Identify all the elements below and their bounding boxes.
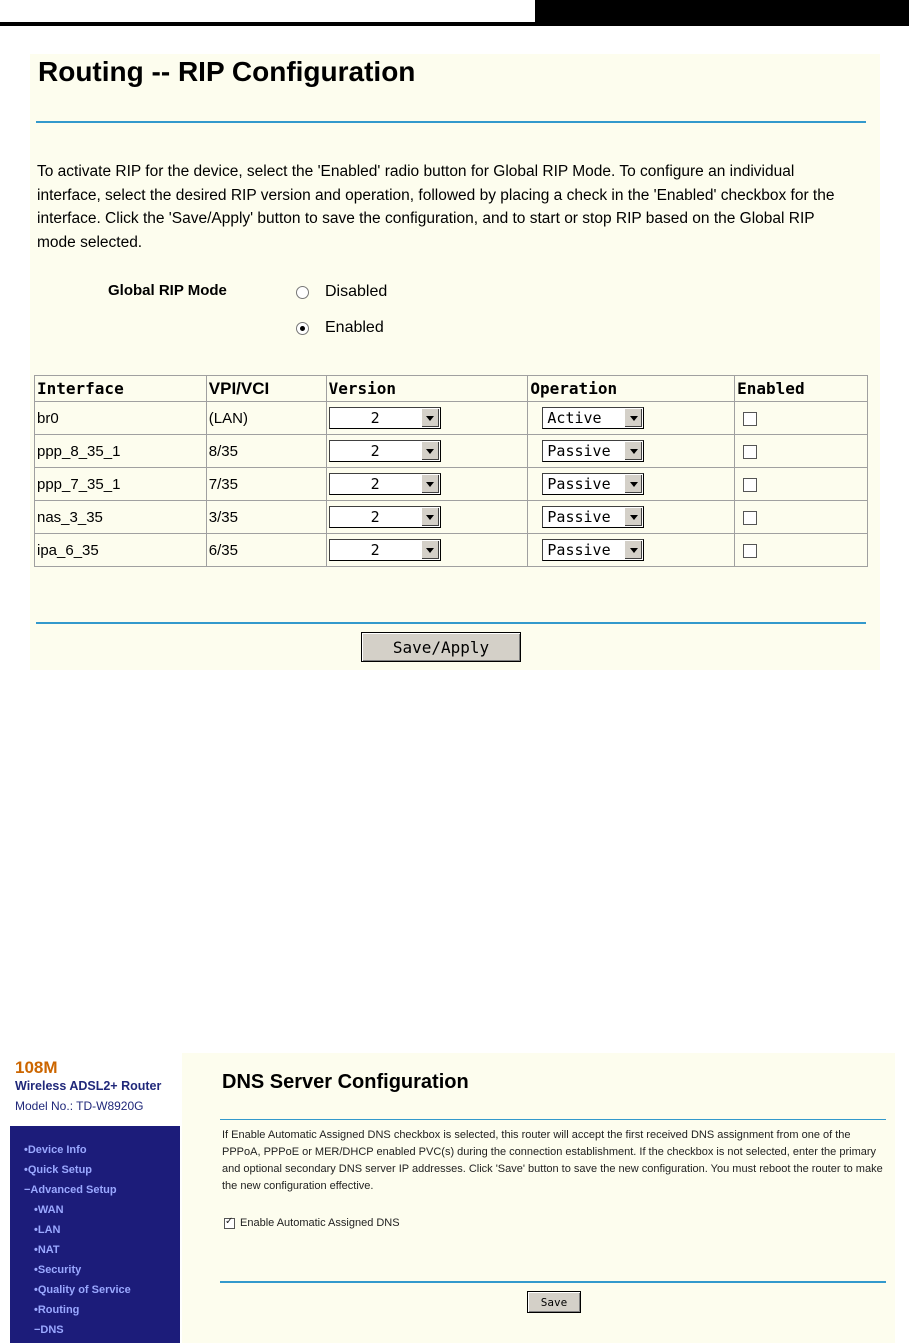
radio-disabled-label: Disabled bbox=[325, 283, 388, 300]
vpi-vci-cell: 7/35 bbox=[206, 468, 326, 501]
table-row bbox=[35, 501, 868, 534]
interface-cell: ppp_7_35_1 bbox=[35, 468, 207, 501]
enabled-checkbox[interactable] bbox=[743, 511, 757, 525]
vpi-vci-cell: 8/35 bbox=[206, 435, 326, 468]
chevron-down-icon[interactable] bbox=[624, 475, 642, 493]
operation-cell bbox=[528, 435, 735, 468]
operation-select[interactable] bbox=[542, 473, 644, 495]
dns-title-divider bbox=[220, 1119, 886, 1120]
version-value: 2 bbox=[370, 409, 380, 427]
chevron-down-icon[interactable] bbox=[421, 442, 439, 460]
version-select[interactable] bbox=[329, 440, 441, 462]
radio-enabled-label: Enabled bbox=[325, 319, 384, 336]
table-header-row bbox=[35, 376, 868, 402]
enabled-cell bbox=[735, 501, 868, 534]
version-cell bbox=[326, 501, 528, 534]
sidebar-item-wan[interactable]: •WAN bbox=[34, 1204, 64, 1216]
dns-main-panel bbox=[182, 1053, 895, 1343]
operation-value: Passive bbox=[547, 541, 611, 559]
dns-bottom-divider bbox=[220, 1281, 886, 1283]
dns-page-title: DNS Server Configuration bbox=[222, 1071, 469, 1093]
sidebar-item-quick-setup[interactable]: •Quick Setup bbox=[24, 1164, 93, 1176]
version-select[interactable] bbox=[329, 473, 441, 495]
sidebar-item-nat[interactable]: •NAT bbox=[34, 1244, 60, 1256]
dns-description: If Enable Automatic Assigned DNS checkbox is selected, this router will accept the first received DNS assignment from one of the PPPoA, PPPoE or MER/DHCP enabled PVC(s) during the connection establishment. If the checkbox is not selected, enter the primary and optional secondary DNS server IP addresses. Click 'Save' button to save the new configuration. You must reboot the router to make the new configuration effective. bbox=[222, 1129, 883, 1192]
operation-cell bbox=[528, 534, 735, 567]
operation-select[interactable] bbox=[542, 539, 644, 561]
version-select[interactable] bbox=[329, 506, 441, 528]
sidebar-item-advanced-setup[interactable]: −Advanced Setup bbox=[24, 1184, 117, 1196]
brand-speed: 108M bbox=[15, 1058, 58, 1077]
col-version: Version bbox=[326, 376, 528, 402]
bottom-divider bbox=[36, 622, 866, 624]
chevron-down-icon[interactable] bbox=[421, 508, 439, 526]
enabled-cell bbox=[735, 402, 868, 435]
operation-cell bbox=[528, 501, 735, 534]
save-apply-button[interactable]: Save/Apply bbox=[361, 632, 521, 662]
header-black-box bbox=[535, 0, 909, 22]
interface-cell: ipa_6_35 bbox=[35, 534, 207, 567]
auto-dns-checkbox[interactable] bbox=[224, 1218, 235, 1229]
enabled-checkbox[interactable] bbox=[743, 412, 757, 426]
radio-enabled-row[interactable] bbox=[296, 319, 384, 337]
auto-dns-label: Enable Automatic Assigned DNS bbox=[240, 1217, 400, 1229]
radio-enabled[interactable] bbox=[296, 322, 309, 335]
sidebar-item-quality-of-service[interactable]: •Quality of Service bbox=[34, 1284, 131, 1296]
chevron-down-icon[interactable] bbox=[624, 442, 642, 460]
interface-cell: nas_3_35 bbox=[35, 501, 207, 534]
sidebar-item-device-info[interactable]: •Device Info bbox=[24, 1144, 87, 1156]
col-enabled: Enabled bbox=[735, 376, 868, 402]
operation-select[interactable] bbox=[542, 407, 644, 429]
chevron-down-icon[interactable] bbox=[421, 409, 439, 427]
version-cell bbox=[326, 534, 528, 567]
header-rule bbox=[0, 22, 909, 26]
version-value: 2 bbox=[370, 541, 380, 559]
interface-cell: br0 bbox=[35, 402, 207, 435]
sidebar bbox=[10, 1053, 183, 1343]
operation-select[interactable] bbox=[542, 506, 644, 528]
enabled-cell bbox=[735, 435, 868, 468]
rip-interface-table bbox=[34, 375, 868, 567]
operation-value: Active bbox=[547, 409, 602, 427]
title-divider bbox=[36, 121, 866, 123]
sidebar-nav bbox=[10, 1126, 180, 1343]
vpi-vci-cell: 3/35 bbox=[206, 501, 326, 534]
table-row bbox=[35, 402, 868, 435]
table-row bbox=[35, 534, 868, 567]
chevron-down-icon[interactable] bbox=[421, 541, 439, 559]
rip-config-panel bbox=[30, 54, 880, 670]
col-operation: Operation bbox=[528, 376, 735, 402]
chevron-down-icon[interactable] bbox=[624, 409, 642, 427]
auto-dns-checkbox-row[interactable] bbox=[224, 1217, 400, 1229]
operation-cell bbox=[528, 402, 735, 435]
global-rip-mode-label: Global RIP Mode bbox=[108, 282, 227, 299]
version-cell bbox=[326, 402, 528, 435]
operation-select[interactable] bbox=[542, 440, 644, 462]
table-row bbox=[35, 435, 868, 468]
enabled-checkbox[interactable] bbox=[743, 445, 757, 459]
brand-product: Wireless ADSL2+ Router bbox=[15, 1079, 162, 1093]
enabled-checkbox[interactable] bbox=[743, 544, 757, 558]
version-select[interactable] bbox=[329, 407, 441, 429]
enabled-cell bbox=[735, 468, 868, 501]
version-value: 2 bbox=[370, 475, 380, 493]
operation-value: Passive bbox=[547, 475, 611, 493]
table-row bbox=[35, 468, 868, 501]
chevron-down-icon[interactable] bbox=[624, 541, 642, 559]
interface-cell: ppp_8_35_1 bbox=[35, 435, 207, 468]
col-vpi-vci: VPI/VCI bbox=[206, 376, 326, 402]
enabled-cell bbox=[735, 534, 868, 567]
radio-disabled[interactable] bbox=[296, 286, 309, 299]
version-cell bbox=[326, 435, 528, 468]
sidebar-item-lan[interactable]: •LAN bbox=[34, 1224, 61, 1236]
sidebar-item-security[interactable]: •Security bbox=[34, 1264, 82, 1276]
version-cell bbox=[326, 468, 528, 501]
chevron-down-icon[interactable] bbox=[624, 508, 642, 526]
radio-disabled-row[interactable] bbox=[296, 283, 387, 301]
chevron-down-icon[interactable] bbox=[421, 475, 439, 493]
col-interface: Interface bbox=[35, 376, 207, 402]
vpi-vci-cell: (LAN) bbox=[206, 402, 326, 435]
page-title: Routing -- RIP Configuration bbox=[38, 56, 416, 87]
operation-value: Passive bbox=[547, 508, 611, 526]
version-value: 2 bbox=[370, 508, 380, 526]
vpi-vci-cell: 6/35 bbox=[206, 534, 326, 567]
version-select[interactable] bbox=[329, 539, 441, 561]
rip-description: To activate RIP for the device, select the 'Enabled' radio button for Global RIP Mode. To configure an individual interface, select the desired RIP version and operation, followed by placing a check in the 'Enabled' checkbox for the interface. Click the 'Save/Apply' button to save the configuration, and to start or stop RIP based on the Global RIP mode selected. bbox=[37, 163, 835, 251]
sidebar-item-routing[interactable]: •Routing bbox=[34, 1304, 80, 1316]
brand-model: Model No.: TD-W8920G bbox=[15, 1099, 144, 1113]
version-value: 2 bbox=[370, 442, 380, 460]
operation-value: Passive bbox=[547, 442, 611, 460]
dns-config-screenshot bbox=[10, 1053, 895, 1343]
operation-cell bbox=[528, 468, 735, 501]
enabled-checkbox[interactable] bbox=[743, 478, 757, 492]
sidebar-item-dns[interactable]: −DNS bbox=[34, 1324, 64, 1336]
dns-save-button[interactable]: Save bbox=[527, 1291, 581, 1313]
